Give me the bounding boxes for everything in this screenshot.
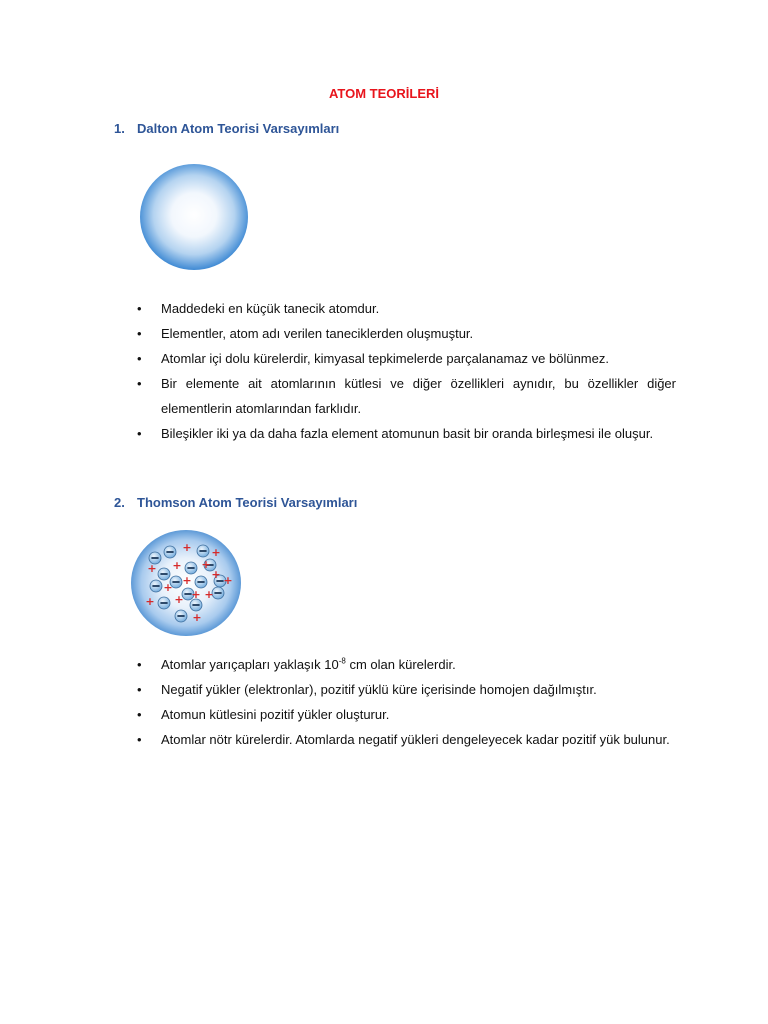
thomson-atom-plum-pudding-icon [130,528,242,638]
list-item: • Bir elemente ait atomlarının kütlesi ve diğer özellikleri aynıdır, bu özellikler diğer elementlerin atomlarından farklıdır. [135,371,676,421]
bullet-icon: • [137,301,142,316]
list-item: • Bileşikler iki ya da daha fazla element atomunun basit bir oranda birleşmesi ile oluşur. [135,421,676,446]
svg-text:+: + [182,541,192,554]
bullet-icon: • [137,426,142,441]
list-item: • Maddedeki en küçük tanecik atomdur. [135,296,676,321]
svg-text:+: + [163,581,173,594]
section-heading-dalton [114,121,339,136]
dalton-atom-sphere-icon [138,163,252,273]
svg-text:+: + [172,559,182,572]
section-heading-thomson [114,495,357,510]
list-item: • Negatif yükler (elektronlar), pozitif yüklü küre içerisinde homojen dağılmıştır. [135,677,676,702]
svg-text:+: + [211,546,221,559]
svg-text:+: + [201,558,211,571]
bullet-icon: • [137,732,142,747]
svg-text:+: + [191,588,201,601]
svg-text:+: + [174,593,184,606]
list-item: • Atomlar içi dolu kürelerdir, kimyasal tepkimelerde parçalanamaz ve bölünmez. [135,346,676,371]
list-item: • Atomun kütlesini pozitif yükler oluşturur. [135,702,676,727]
svg-text:+: + [145,595,155,608]
bullet-icon: • [137,707,142,722]
list-item: • Atomlar nötr kürelerdir. Atomlarda negatif yükleri dengeleyecek kadar pozitif yük bulunur. [135,727,676,752]
page-title: ATOM TEORİLERİ [328,86,440,101]
section-number: 1. [114,121,125,136]
list-item: • Elementler, atom adı verilen taneciklerden oluşmuştur. [135,321,676,346]
bullet-icon: • [137,682,142,697]
svg-text:+: + [223,574,233,587]
dalton-bullet-list [135,296,676,446]
sphere-body [140,164,248,270]
thomson-bullet-list [135,652,676,752]
svg-text:+: + [182,574,192,587]
svg-text:+: + [147,562,157,575]
bullet-icon: • [137,326,142,341]
bullet-icon: • [137,657,142,672]
list-item: • Atomlar yarıçapları yaklaşık $10^{-8}$ cm olan kürelerdir. [135,652,676,677]
svg-text:+: + [192,611,202,624]
svg-text:+: + [204,588,214,601]
bullet-icon: • [137,376,142,391]
section-number: 2. [114,495,125,510]
section-title: Thomson Atom Teorisi Varsayımları [137,495,358,510]
bullet-icon: • [137,351,142,366]
section-title: Dalton Atom Teorisi Varsayımları [137,121,340,136]
svg-text:+: + [211,568,221,581]
